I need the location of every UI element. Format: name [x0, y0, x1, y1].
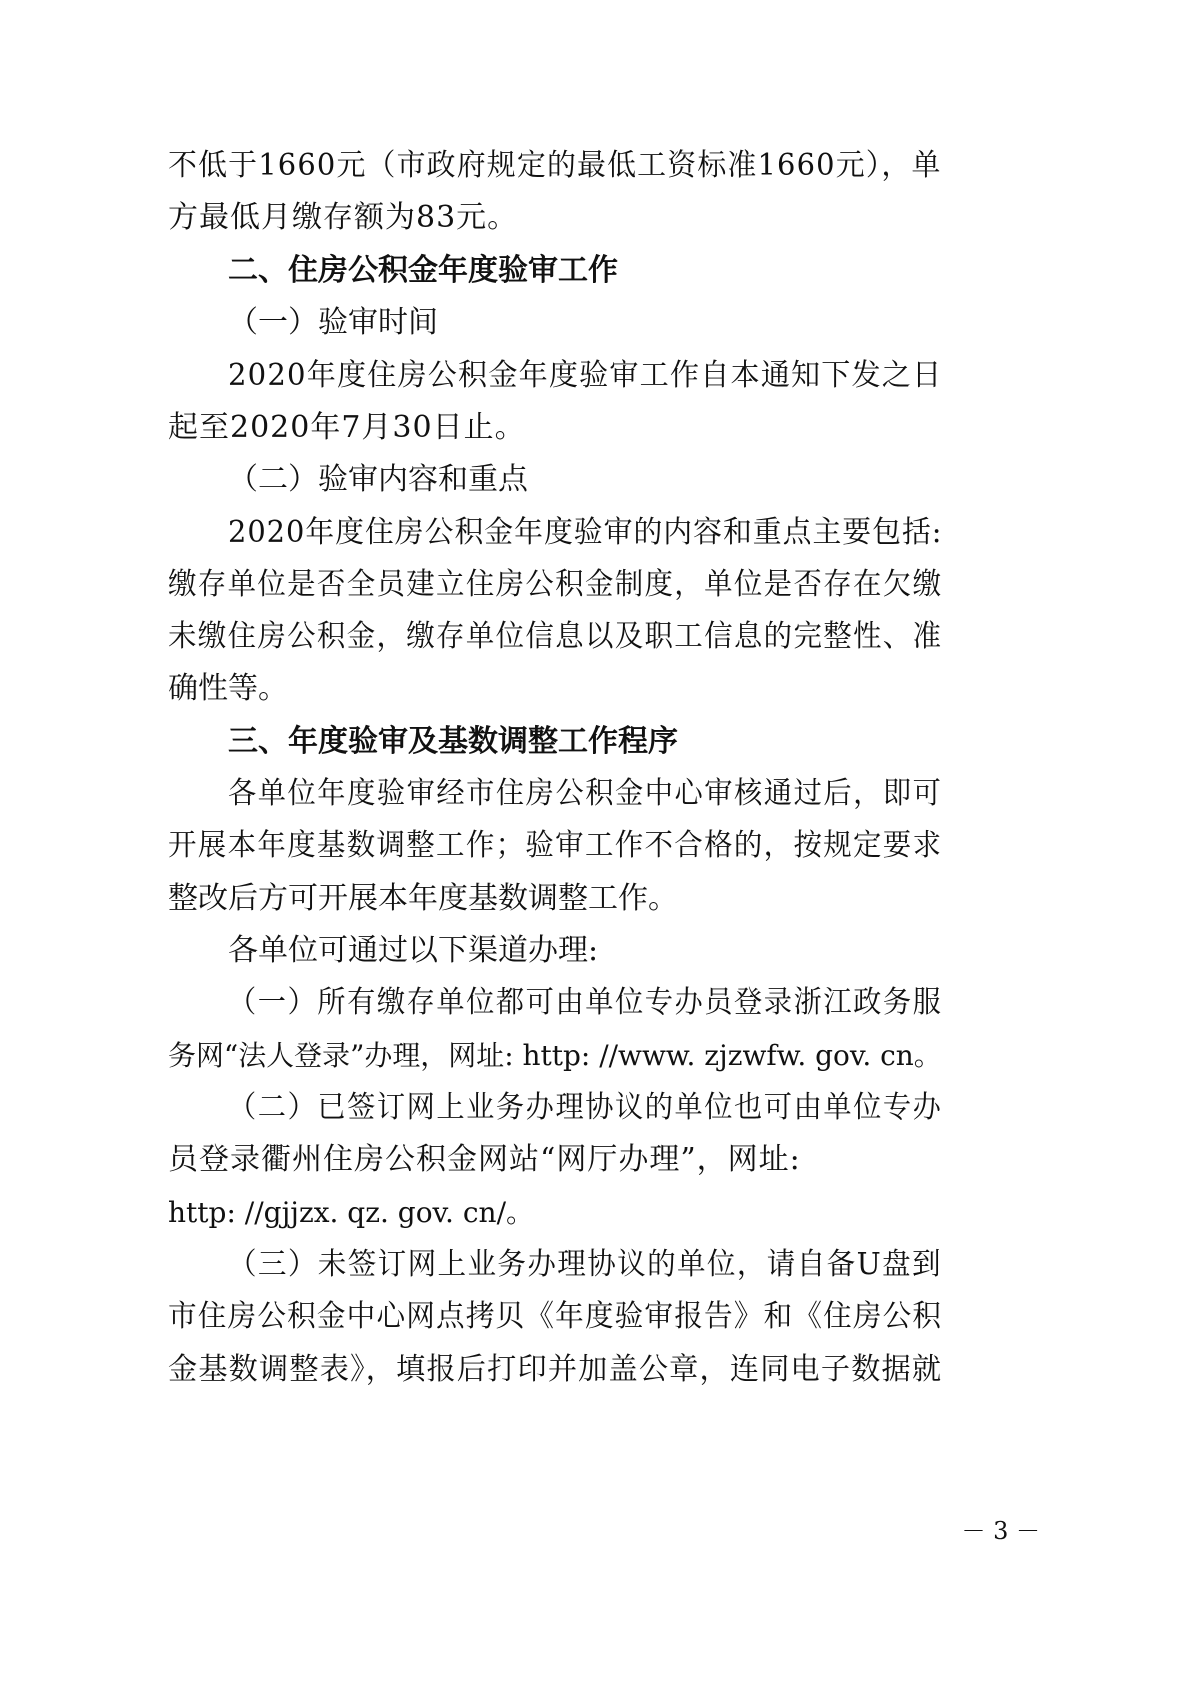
line-text-5: 2020年度住房公积金年度验审工作自本通知下发之日 [228, 358, 943, 393]
body-line-8 [0, 505, 1190, 561]
line-text-11: 确性等。 [168, 671, 288, 706]
page-number: － 3 － [961, 1517, 1040, 1545]
body-line-13 [0, 766, 1190, 822]
body-line-1 [0, 138, 1190, 194]
line-text-16: 各单位可通过以下渠道办理: [228, 933, 599, 968]
subheading-content-focus [0, 452, 1190, 508]
line-text-8: 2020年度住房公积金年度验审的内容和重点主要包括: [228, 515, 943, 550]
section-heading-3 [0, 714, 1190, 770]
line-text-19: （二）已签订网上业务办理协议的单位也可由单位专办 [228, 1090, 943, 1125]
body-line-2 [0, 190, 1190, 246]
body-line-5 [0, 348, 1190, 404]
subheading-text-2: （二）验审内容和重点 [228, 462, 528, 497]
body-line-9 [0, 557, 1190, 613]
line-text-15: 整改后方可开展本年度基数调整工作。 [168, 881, 678, 916]
subheading-text-1: （一）验审时间 [228, 305, 438, 340]
line-text-10: 未缴住房公积金，缴存单位信息以及职工信息的完整性、准 [168, 619, 943, 654]
line-text-21: http: //gjjzx. qz. gov. cn/。 [168, 1196, 534, 1229]
body-line-10 [0, 609, 1190, 665]
body-line-14 [0, 818, 1190, 874]
line-text-1: 不低于1660元（市政府规定的最低工资标准1660元），单 [168, 148, 942, 183]
line-text-6: 起至2020年7月30日止。 [168, 410, 526, 445]
subheading-verification-time [0, 295, 1190, 351]
line-text-20: 员登录衢州住房公积金网站“网厅办理”，网址: [168, 1142, 801, 1177]
body-line-22 [0, 1237, 1190, 1293]
line-text-13: 各单位年度验审经市住房公积金中心审核通过后，即可 [228, 776, 943, 811]
body-line-23 [0, 1289, 1190, 1345]
line-text-2: 方最低月缴存额为83元。 [168, 200, 519, 235]
line-text-22: （三）未签订网上业务办理协议的单位，请自备U盘到 [228, 1247, 942, 1282]
body-line-19 [0, 1080, 1190, 1136]
body-line-21-url [0, 1185, 1190, 1241]
line-text-14: 开展本年度基数调整工作；验审工作不合格的，按规定要求 [168, 828, 943, 863]
line-text-18: 务网“法人登录”办理，网址: http: //www. zjzwfw. gov. cn。 [168, 1039, 942, 1072]
line-text-9: 缴存单位是否全员建立住房公积金制度，单位是否存在欠缴 [168, 567, 943, 602]
section-heading-2 [0, 243, 1190, 299]
line-text-17: （一）所有缴存单位都可由单位专办员登录浙江政务服 [228, 985, 943, 1020]
body-line-15 [0, 871, 1190, 927]
body-line-24 [0, 1342, 1190, 1398]
body-line-11 [0, 661, 1190, 717]
heading-text-2: 二、住房公积金年度验审工作 [228, 253, 618, 288]
line-text-23: 市住房公积金中心网点拷贝《年度验审报告》和《住房公积 [168, 1299, 943, 1334]
body-line-16 [0, 923, 1190, 979]
heading-text-3: 三、年度验审及基数调整工作程序 [228, 724, 678, 759]
body-line-18-url [0, 1028, 1190, 1084]
body-line-6 [0, 400, 1190, 456]
body-line-17 [0, 975, 1190, 1031]
line-text-24: 金基数调整表》，填报后打印并加盖公章，连同电子数据就 [168, 1352, 943, 1387]
body-line-20 [0, 1132, 1190, 1188]
